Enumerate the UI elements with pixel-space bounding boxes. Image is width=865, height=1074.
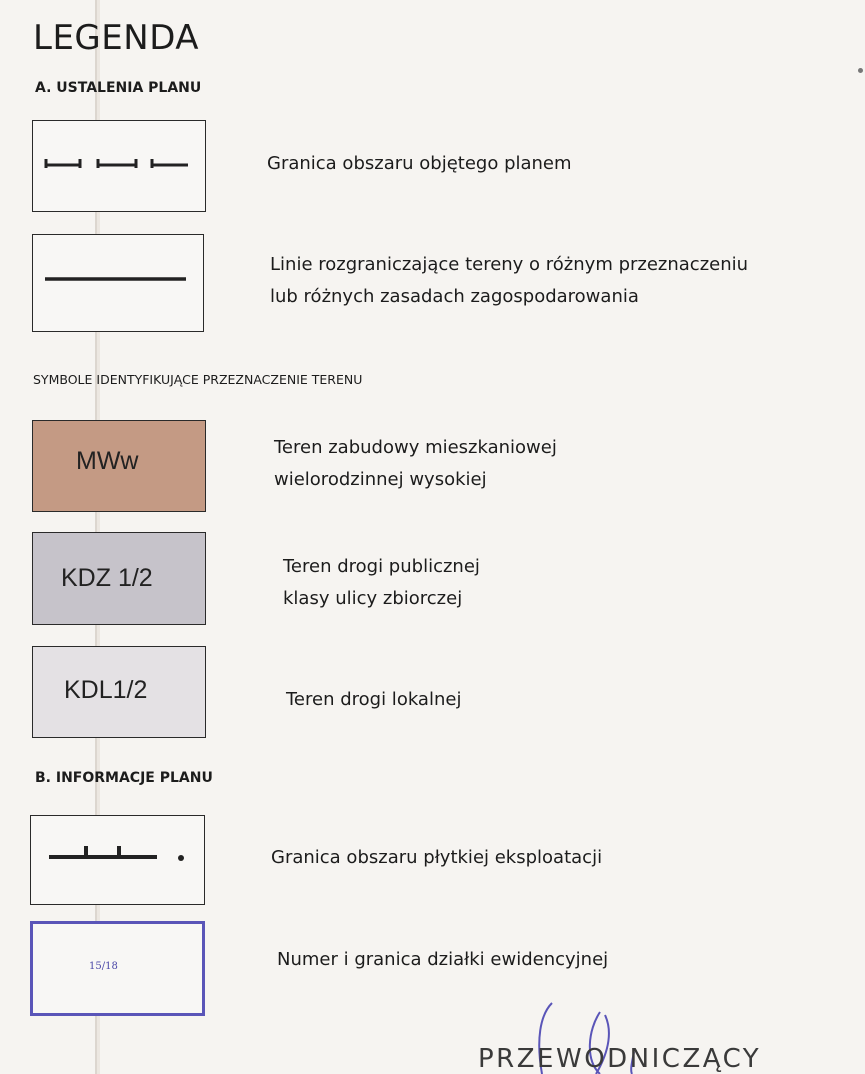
zone-kdz-swatch bbox=[32, 532, 206, 625]
signature-title: PRZEWODNICZĄCY bbox=[478, 1044, 762, 1074]
parcel-number: 15/18 bbox=[89, 961, 118, 972]
zone-mww-label: Teren zabudowy mieszkaniowej wielorodzinnej wysokiej bbox=[274, 437, 557, 490]
speck bbox=[858, 68, 863, 73]
exploitation-line-icon bbox=[31, 816, 203, 903]
shallow-exploitation-label: Granica obszaru płytkiej eksploatacji bbox=[271, 847, 603, 868]
symbols-heading: SYMBOLE IDENTYFIKUJĄCE PRZEZNACZENIE TERENU bbox=[33, 372, 363, 387]
zone-kdz-label: Teren drogi publicznej klasy ulicy zbiorczej bbox=[283, 556, 480, 609]
zone-kdz-code: KDZ 1/2 bbox=[61, 564, 153, 592]
demarcation-line-symbol bbox=[32, 234, 204, 332]
zone-kdl-code: KDL1/2 bbox=[64, 676, 148, 704]
dash-tick-line-icon bbox=[33, 121, 204, 210]
demarcation-line-label: Linie rozgraniczające tereny o różnym przeznaczeniu lub różnych zasadach zagospodarowania bbox=[270, 254, 749, 307]
section-a-heading: A. USTALENIA PLANU bbox=[35, 80, 202, 96]
zone-kdl-swatch bbox=[32, 646, 206, 738]
zone-mww-swatch bbox=[32, 420, 206, 512]
section-b-heading: B. INFORMACJE PLANU bbox=[35, 770, 213, 786]
shallow-exploitation-symbol bbox=[30, 815, 205, 905]
legend-title: LEGENDA bbox=[33, 18, 200, 58]
zone-mww-code: MWw bbox=[76, 447, 139, 475]
plan-boundary-symbol bbox=[32, 120, 206, 212]
parcel-label: Numer i granica działki ewidencyjnej bbox=[277, 949, 609, 970]
solid-line-icon bbox=[33, 235, 202, 330]
zone-kdl-label: Teren drogi lokalnej bbox=[286, 689, 462, 710]
plan-boundary-label: Granica obszaru objętego planem bbox=[267, 153, 572, 174]
